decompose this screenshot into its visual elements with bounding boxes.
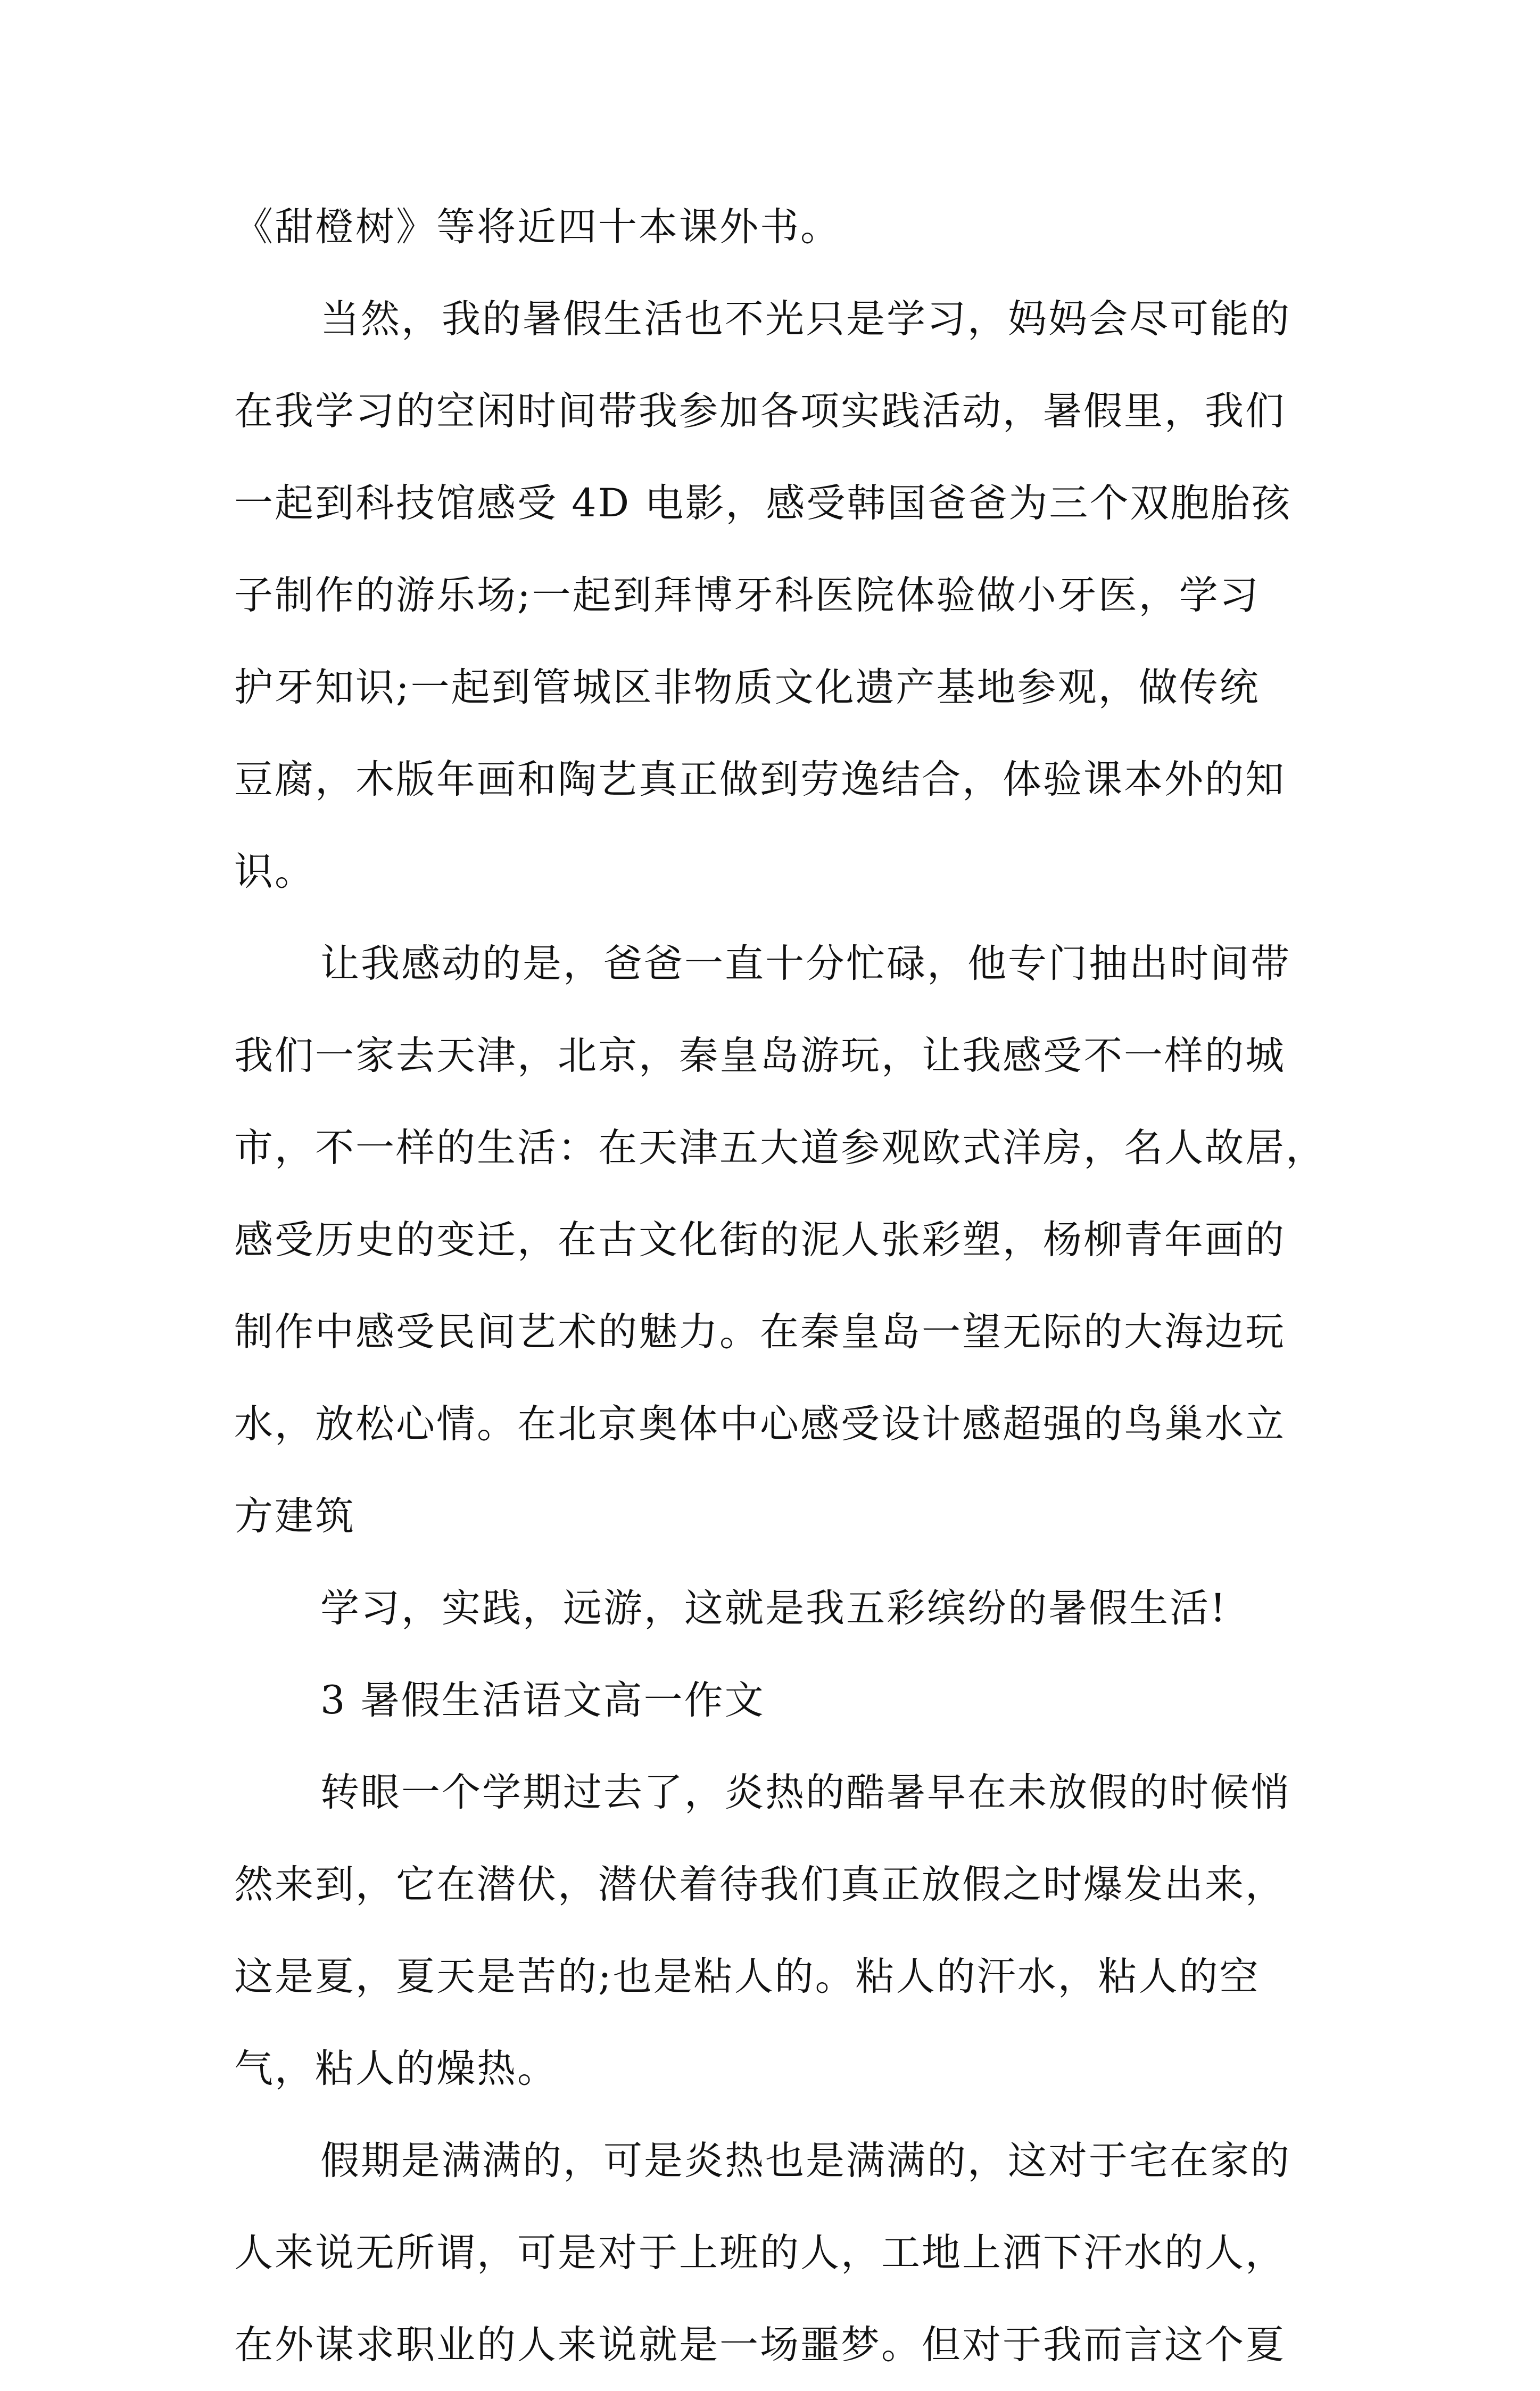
text-line: 方建筑 [234, 1494, 355, 1539]
text-line: 一起到科技馆感受 4D 电影，感受韩国爸爸为三个双胞胎孩 [234, 481, 1292, 526]
text-line: 在外谋求职业的人来说就是一场噩梦。但对于我而言这个夏 [234, 2322, 1286, 2368]
paragraph-start-line: 转眼一个学期过去了，炎热的酷暑早在未放假的时候悄 [320, 1770, 1291, 1815]
paragraph-start-line: 当然，我的暑假生活也不光只是学习，妈妈会尽可能的 [320, 296, 1291, 342]
text-line: 子制作的游乐场;一起到拜博牙科医院体验做小牙医，学习 [234, 573, 1260, 618]
text-line: 感受历史的变迁，在古文化街的泥人张彩塑，杨柳青年画的 [234, 1217, 1286, 1263]
paragraph-start-line: 学习，实践，远游，这就是我五彩缤纷的暑假生活! [320, 1586, 1228, 1631]
section-heading: 3 暑假生活语文高一作文 [320, 1678, 765, 1723]
text-line: 人来说无所谓，可是对于上班的人，工地上洒下汗水的人， [234, 2230, 1286, 2275]
text-line: 制作中感受民间艺术的魅力。在秦皇岛一望无际的大海边玩 [234, 1309, 1286, 1355]
text-line: 豆腐，木版年画和陶艺真正做到劳逸结合，体验课本外的知 [234, 757, 1286, 802]
text-line: 在我学习的空闲时间带我参加各项实践活动，暑假里，我们 [234, 389, 1286, 434]
text-line: 这是夏，夏天是苦的;也是粘人的。粘人的汗水，粘人的空 [234, 1954, 1260, 1999]
text-line: 《甜橙树》等将近四十本课外书。 [234, 204, 841, 250]
text-line: 水，放松心情。在北京奥体中心感受设计感超强的鸟巢水立 [234, 1401, 1286, 1447]
text-line: 然来到，它在潜伏，潜伏着待我们真正放假之时爆发出来， [234, 1862, 1286, 1907]
text-line: 识。 [234, 849, 315, 894]
text-line: 我们一家去天津，北京，秦皇岛游玩，让我感受不一样的城 [234, 1033, 1286, 1078]
text-line: 气，粘人的燥热。 [234, 2046, 558, 2091]
text-line: 市，不一样的生活：在天津五大道参观欧式洋房，名人故居， [234, 1125, 1326, 1170]
paragraph-start-line: 假期是满满的，可是炎热也是满满的，这对于宅在家的 [320, 2138, 1291, 2183]
paragraph-start-line: 让我感动的是，爸爸一直十分忙碌，他专门抽出时间带 [320, 941, 1291, 986]
essay-body [234, 181, 1326, 2391]
text-line: 护牙知识;一起到管城区非物质文化遗产基地参观，做传统 [234, 665, 1260, 710]
